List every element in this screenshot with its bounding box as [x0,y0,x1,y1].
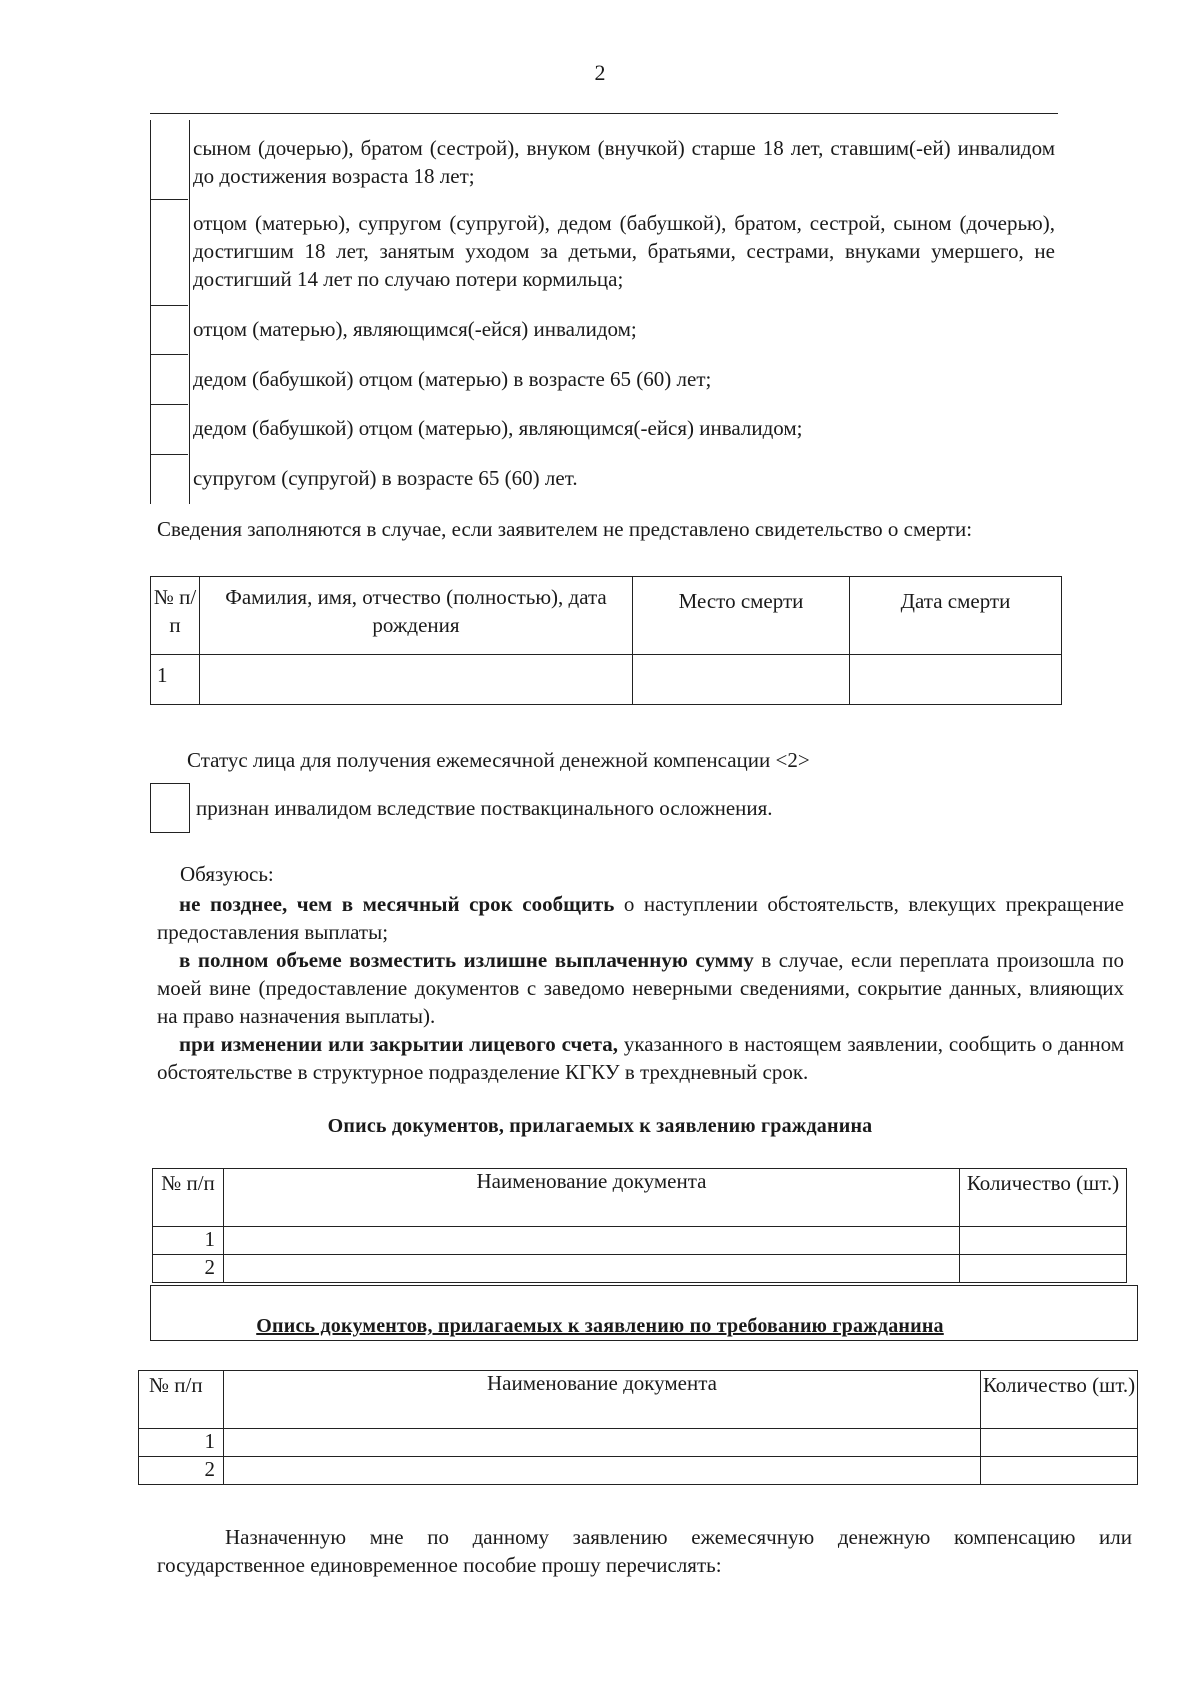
checkbox-divider [150,354,188,355]
list-top-rule [150,113,1058,114]
status-heading: Статус лица для получения ежемесячной денежной компенсации <2> [187,748,810,772]
checkbox-divider [150,404,188,405]
obligation-emphasis: в полном объеме возместить излишне выплаченную сумму [179,948,754,972]
table-row [151,655,1062,705]
obligation-text: в случае, если переплата произошла по моей вине (предоставление документов с заведомо неверными сведениями, сокрытие данных, влияющих на право назначения выплаты). [157,948,1124,1028]
table-header-row [151,577,1062,655]
obligation-text: о наступлении обстоятельств, влекущих прекращение предоставления выплаты; [157,892,1124,944]
table-header-row [153,1169,1127,1227]
obligation-emphasis: не позднее, чем в месячный срок сообщить [179,892,615,916]
checkbox-divider [150,305,188,306]
header-cell-fullname: Фамилия, имя, отчество (полностью), дата рождения [200,577,633,655]
header-cell-number: № п/п [151,577,200,655]
obligation-item [157,946,1124,1030]
docs-request-title: Опись документов, прилагаемых к заявлению по требованию гражданина [256,1315,944,1337]
table-row [139,1457,1138,1485]
death-date-cell[interactable] [850,655,1062,705]
checkbox-divider [150,454,188,455]
obligation-emphasis: при изменении или закрытии лицевого счета, [179,1032,619,1056]
docs-citizen-title: Опись документов, прилагаемых к заявлению гражданина [327,1115,873,1137]
relationship-option: отцом (матерью), супругом (супругой), дедом (бабушкой), братом, сестрой, сыном (дочерью), достигшим 18 лет, занятым уходом за детьми, братьями, сестрами, внуками умершего, не достигший 14 лет по случаю потери кормильца; [193,211,1055,291]
table-row [153,1255,1127,1283]
table-row [139,1429,1138,1457]
page-number: 2 [594,60,606,85]
row-number-cell: 1 [151,655,200,705]
doc-name-cell[interactable] [224,1429,981,1457]
status-checkbox[interactable] [150,783,190,833]
relationship-option: дедом (бабушкой) отцом (матерью), являющимся(-ейся) инвалидом; [193,416,803,440]
docs-request-table [138,1370,1138,1485]
fullname-cell[interactable] [200,655,633,705]
obligation-item [157,1030,1124,1086]
table-header-row [139,1371,1138,1429]
row-number-cell: 2 [153,1255,224,1283]
doc-name-cell[interactable] [224,1227,960,1255]
doc-name-cell[interactable] [224,1255,960,1283]
quantity-cell[interactable] [981,1457,1138,1485]
header-cell-death-place: Место смерти [633,577,850,655]
quantity-cell[interactable] [960,1255,1127,1283]
row-number-cell: 2 [139,1457,224,1485]
table-row [153,1227,1127,1255]
row-number-cell: 1 [153,1227,224,1255]
quantity-cell[interactable] [981,1429,1138,1457]
death-info-note: Сведения заполняются в случае, если заявителем не представлено свидетельство о смерти: [157,517,973,541]
quantity-cell[interactable] [960,1227,1127,1255]
death-place-cell[interactable] [633,655,850,705]
doc-name-cell[interactable] [224,1457,981,1485]
header-cell-quantity: Количество (шт.) [981,1371,1138,1429]
docs-citizen-table [152,1168,1127,1283]
status-option-label: признан инвалидом вследствие поствакцинального осложнения. [196,796,773,820]
death-info-table [150,576,1062,705]
checkbox-divider [150,199,188,200]
header-cell-doc-name: Наименование документа [224,1371,981,1429]
obligation-text: указанного в настоящем заявлении, сообщить о данном обстоятельстве в структурное подразделение КГКУ в трехдневный срок. [157,1032,1125,1084]
header-cell-number: № п/п [139,1371,224,1429]
header-cell-number: № п/п [153,1169,224,1227]
header-cell-death-date: Дата смерти [850,577,1062,655]
row-number-cell: 1 [139,1429,224,1457]
checkbox-column [150,120,190,504]
header-cell-doc-name: Наименование документа [224,1169,960,1227]
relationship-option: супругом (супругой) в возрасте 65 (60) лет. [193,466,578,490]
header-cell-quantity: Количество (шт.) [960,1169,1127,1227]
obligation-item [157,890,1124,946]
obligations-intro: Обязуюсь: [180,862,274,886]
relationship-option: отцом (матерью), являющимся(-ейся) инвалидом; [193,317,637,341]
payment-request-text: Назначенную мне по данному заявлению ежемесячную денежную компенсацию или государственное единовременное пособие прошу перечислять: [157,1525,1132,1577]
relationship-option: дедом (бабушкой) отцом (матерью) в возрасте 65 (60) лет; [193,367,712,391]
relationship-option: сыном (дочерью), братом (сестрой), внуком (внучкой) старше 18 лет, ставшим(-ей) инвалидом до достижения возраста 18 лет; [193,136,1055,188]
